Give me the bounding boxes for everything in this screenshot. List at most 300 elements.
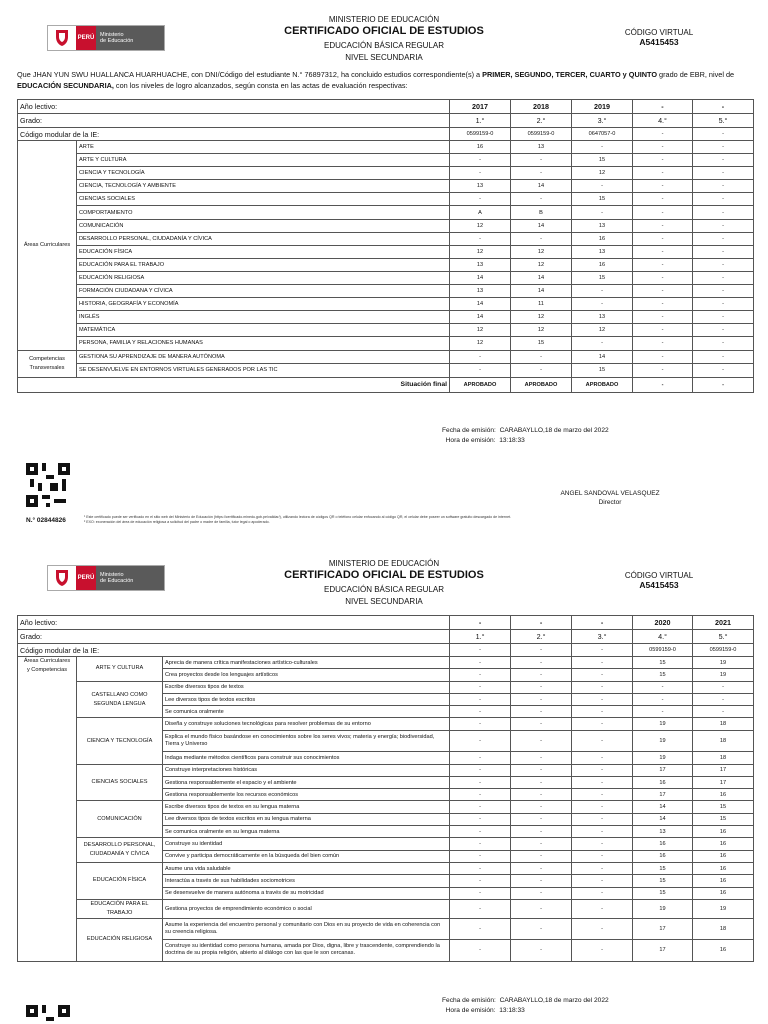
coat-of-arms-icon xyxy=(48,566,76,590)
grade-value: 16 xyxy=(450,141,511,154)
grade-value: - xyxy=(450,887,511,899)
grade-value: 17 xyxy=(633,764,693,776)
logo-country: PERÚ xyxy=(76,566,96,590)
grade-value: 16 xyxy=(693,875,754,887)
grade-value: 16 xyxy=(572,258,633,271)
situation-value: APROBADO xyxy=(572,377,633,392)
grade-value: - xyxy=(572,180,633,193)
header-row-grade xyxy=(18,114,754,128)
grade-value: - xyxy=(450,918,511,940)
situation-label: Situación final xyxy=(18,377,450,392)
competency-row xyxy=(18,862,754,874)
subject-row xyxy=(18,245,754,258)
competency-row xyxy=(18,764,754,776)
grade-value: - xyxy=(511,669,572,681)
grade-value: - xyxy=(450,776,511,788)
grade-value: - xyxy=(693,206,754,219)
grade-value: 1.° xyxy=(450,630,511,644)
competency-text: Crea proyectos desde los lenguajes artísticos xyxy=(163,669,450,681)
grade-value: - xyxy=(450,154,511,167)
grade-value: 15 xyxy=(693,813,754,825)
grade-value: - xyxy=(511,752,572,764)
grade-value: - xyxy=(633,245,693,258)
grade-value: - xyxy=(633,193,693,206)
grade-value: 14 xyxy=(511,180,572,193)
grade-value: - xyxy=(511,899,572,918)
year-value: - xyxy=(450,616,511,630)
grade-value: 12 xyxy=(572,324,633,337)
grade-value: - xyxy=(511,706,572,718)
grade-value: 15 xyxy=(572,271,633,284)
grade-value: - xyxy=(450,789,511,801)
grade-value: - xyxy=(450,899,511,918)
subtitle-ebr: EDUCACIÓN BÁSICA REGULAR xyxy=(323,40,445,50)
area-name: EDUCACIÓN RELIGIOSA xyxy=(77,918,163,961)
subject-name: FORMACIÓN CIUDADANA Y CÍVICA xyxy=(77,285,450,298)
grade-value: - xyxy=(633,141,693,154)
grade-value: - xyxy=(693,285,754,298)
code-label: Código modular de la IE: xyxy=(18,128,450,141)
grade-value: - xyxy=(633,154,693,167)
grade-value: - xyxy=(511,887,572,899)
director-name: ANGEL SANDOVAL VELASQUEZ xyxy=(560,490,660,497)
area-name: DESARROLLO PERSONAL, CIUDADANÍA Y CÍVICA xyxy=(77,838,163,863)
grade-value: 16 xyxy=(693,850,754,862)
grade-value: 2.° xyxy=(511,630,572,644)
grade-value: - xyxy=(693,706,754,718)
year-value: 2020 xyxy=(633,616,693,630)
minedu-logo xyxy=(47,25,165,51)
grade-value: 19 xyxy=(693,657,754,669)
grade-value: - xyxy=(572,776,633,788)
grade-value: - xyxy=(693,141,754,154)
grade-value: - xyxy=(572,141,633,154)
director-signature xyxy=(540,489,680,507)
grade-value: - xyxy=(693,271,754,284)
grade-value: - xyxy=(572,764,633,776)
grade-value: - xyxy=(633,206,693,219)
grade-value: - xyxy=(511,193,572,206)
grade-value: - xyxy=(511,776,572,788)
grade-value: - xyxy=(450,764,511,776)
subject-name: COMPORTAMIENTO xyxy=(77,206,450,219)
issue-info-2: Fecha de emisión: CARABAYLLO,18 de marzo del 2022 Hora de emisión: 13:18:33 xyxy=(442,997,609,1014)
virtual-code-label: CÓDIGO VIRTUAL xyxy=(624,571,694,580)
grade-value: 14 xyxy=(450,311,511,324)
grade-value: 19 xyxy=(693,669,754,681)
grade-value: - xyxy=(633,298,693,311)
grade-value: - xyxy=(450,801,511,813)
subtitle-level: NIVEL SECUNDARIA xyxy=(345,52,423,62)
header-row-grade xyxy=(18,630,754,644)
competency-text: Construye interpretaciones históricas xyxy=(163,764,450,776)
grade-value: 15 xyxy=(633,875,693,887)
code-value: 0599159-0 xyxy=(450,128,511,141)
grade-value: - xyxy=(450,232,511,245)
virtual-code-value: A5415453 xyxy=(639,37,679,47)
grade-value: - xyxy=(572,718,633,730)
competency-text: Diseña y construye soluciones tecnológicas para resolver problemas de su entorno xyxy=(163,718,450,730)
competency-name: SE DESENVUELVE EN ENTORNOS VIRTUALES GENERADOS POR LAS TIC xyxy=(77,364,450,378)
grade-value: - xyxy=(633,324,693,337)
competency-row xyxy=(18,838,754,850)
grade-value: 18 xyxy=(693,718,754,730)
grade-value: - xyxy=(572,206,633,219)
grade-value: 16 xyxy=(693,826,754,838)
grade-value: 5.° xyxy=(693,114,754,128)
grade-value: - xyxy=(633,681,693,693)
virtual-code-label: CÓDIGO VIRTUAL xyxy=(624,28,694,37)
grade-value: 13 xyxy=(450,258,511,271)
grade-value: 16 xyxy=(693,838,754,850)
subject-name: CIENCIA Y TECNOLOGÍA xyxy=(77,167,450,180)
competency-text: Se desenvuelve de manera autónoma a través de su motricidad xyxy=(163,887,450,899)
competency-text: Gestiona proyectos de emprendimiento económico o social xyxy=(163,899,450,918)
grade-value: 15 xyxy=(693,801,754,813)
grade-value: - xyxy=(693,364,754,378)
grade-value: - xyxy=(511,657,572,669)
code-value: 0647057-0 xyxy=(572,128,633,141)
grade-value: - xyxy=(572,899,633,918)
certificate-title: CERTIFICADO OFICIAL DE ESTUDIOS xyxy=(284,569,484,581)
grade-value: - xyxy=(633,337,693,350)
virtual-code-box xyxy=(604,28,714,47)
final-situation-row xyxy=(18,377,754,392)
grade-value: - xyxy=(450,862,511,874)
grade-value: - xyxy=(511,862,572,874)
competency-row xyxy=(18,681,754,693)
year-value: 2019 xyxy=(572,100,633,114)
grade-value: 15 xyxy=(511,337,572,350)
competency-text: Escribe diversos tipos de textos xyxy=(163,681,450,693)
subject-name: ARTE Y CULTURA xyxy=(77,154,450,167)
situation-value: - xyxy=(633,377,693,392)
grade-value: 16 xyxy=(693,887,754,899)
competency-text: Se comunica oralmente en su lengua materna xyxy=(163,826,450,838)
footnote-1: ¹ Este certificado puede ser verificado en el sitio web del Ministerio de Educación (https://certificado.minedu.gob.pe/validar/), utilizando lectora de códigos QR o teléfono celular enfocando al código QR, el celular debe poseer un software gratuito descargado de internet. xyxy=(84,515,512,519)
grade-value: 15 xyxy=(633,887,693,899)
subject-name: ARTE xyxy=(77,141,450,154)
grade-value: - xyxy=(511,167,572,180)
grade-value: - xyxy=(693,324,754,337)
grade-value: 19 xyxy=(633,899,693,918)
grade-value: - xyxy=(450,669,511,681)
grade-value: - xyxy=(693,311,754,324)
certificate-title: CERTIFICADO OFICIAL DE ESTUDIOS xyxy=(284,25,484,37)
competency-text: Asume una vida saludable xyxy=(163,862,450,874)
subject-name: INGLÉS xyxy=(77,311,450,324)
grade-value: - xyxy=(633,232,693,245)
year-value: - xyxy=(693,100,754,114)
page1-header xyxy=(234,15,534,63)
grade-value: - xyxy=(450,193,511,206)
grade-value: 16 xyxy=(693,789,754,801)
grade-value: - xyxy=(572,298,633,311)
grade-value: - xyxy=(450,350,511,364)
logo-country: PERÚ xyxy=(76,26,96,50)
grade-value: 14 xyxy=(511,285,572,298)
grade-value: 16 xyxy=(693,940,754,962)
grade-value: - xyxy=(633,311,693,324)
subject-name: CIENCIA, TECNOLOGÍA Y AMBIENTE xyxy=(77,180,450,193)
grade-value: - xyxy=(572,693,633,705)
subject-name: CIENCIAS SOCIALES xyxy=(77,193,450,206)
code-value: - xyxy=(693,128,754,141)
subject-name: MATEMÁTICA xyxy=(77,324,450,337)
competency-text: Lee diversos tipos de textos escritos en su lengua materna xyxy=(163,813,450,825)
area-name: COMUNICACIÓN xyxy=(77,801,163,838)
ministry-label: MINISTERIO DE EDUCACIÓN xyxy=(328,15,440,24)
grade-value: - xyxy=(450,364,511,378)
header-row-code xyxy=(18,644,754,657)
subject-name: HISTORIA, GEOGRAFÍA Y ECONOMÍA xyxy=(77,298,450,311)
grade-value: - xyxy=(450,875,511,887)
grade-value: - xyxy=(693,258,754,271)
subject-row xyxy=(18,167,754,180)
grade-value: 12 xyxy=(450,324,511,337)
competency-row xyxy=(18,899,754,918)
year-label: Año lectivo: xyxy=(18,616,450,630)
grade-value: - xyxy=(572,681,633,693)
grade-value: 12 xyxy=(511,324,572,337)
grade-value: - xyxy=(572,887,633,899)
subject-row xyxy=(18,206,754,219)
grade-value: 13 xyxy=(450,180,511,193)
grade-value: 16 xyxy=(633,838,693,850)
grade-value: - xyxy=(450,850,511,862)
subject-name: PERSONA, FAMILIA Y RELACIONES HUMANAS xyxy=(77,337,450,350)
grade-value: - xyxy=(511,718,572,730)
grade-value: 12 xyxy=(450,245,511,258)
grade-value: - xyxy=(511,918,572,940)
grade-value: 16 xyxy=(572,232,633,245)
code-value: 0599159-0 xyxy=(693,644,754,657)
grade-value: - xyxy=(450,940,511,962)
ministry-label: MINISTERIO DE EDUCACIÓN xyxy=(328,559,440,568)
year-value: - xyxy=(511,616,572,630)
grade-value: - xyxy=(693,681,754,693)
competency-row xyxy=(18,657,754,669)
subject-row xyxy=(18,285,754,298)
grade-value: - xyxy=(693,193,754,206)
grade-value: 18 xyxy=(693,730,754,752)
page2-header xyxy=(234,559,534,607)
header-row-code xyxy=(18,128,754,141)
grade-value: 4.° xyxy=(633,114,693,128)
grade-value: - xyxy=(693,219,754,232)
grade-value: - xyxy=(572,826,633,838)
grade-value: - xyxy=(511,801,572,813)
grade-value: 1.° xyxy=(450,114,511,128)
grade-value: 13 xyxy=(572,245,633,258)
grades-table-1 xyxy=(17,99,754,393)
grade-value: - xyxy=(693,154,754,167)
grade-value: 19 xyxy=(633,718,693,730)
grade-value: 14 xyxy=(572,350,633,364)
subject-row xyxy=(18,258,754,271)
subject-row xyxy=(18,324,754,337)
grade-value: 18 xyxy=(693,752,754,764)
grade-value: - xyxy=(450,706,511,718)
grade-value: - xyxy=(511,875,572,887)
grade-value: - xyxy=(693,693,754,705)
competency-text: Se comunica oralmente xyxy=(163,706,450,718)
grade-value: 17 xyxy=(633,789,693,801)
grade-value: 13 xyxy=(572,311,633,324)
grade-value: 15 xyxy=(633,657,693,669)
subject-row xyxy=(18,141,754,154)
grade-value: B xyxy=(511,206,572,219)
grade-value: - xyxy=(511,838,572,850)
logo-ministry: Ministerio de Educación xyxy=(96,566,164,590)
grades-table-2 xyxy=(17,615,754,962)
subject-row xyxy=(18,193,754,206)
area-name: EDUCACIÓN PARA EL TRABAJO xyxy=(77,899,163,918)
subject-row xyxy=(18,154,754,167)
grade-value: - xyxy=(511,789,572,801)
grade-value: 19 xyxy=(633,752,693,764)
grade-value: 19 xyxy=(633,730,693,752)
year-value: - xyxy=(572,616,633,630)
grade-value: 13 xyxy=(450,285,511,298)
competency-text: Gestiona responsablemente el espacio y el ambiente xyxy=(163,776,450,788)
grade-value: 2.° xyxy=(511,114,572,128)
grade-value: - xyxy=(511,940,572,962)
competency-text: Escribe diversos tipos de textos en su lengua materna xyxy=(163,801,450,813)
grade-value: - xyxy=(633,271,693,284)
grade-value: - xyxy=(511,364,572,378)
area-name: CIENCIA Y TECNOLOGÍA xyxy=(77,718,163,764)
competency-text: Interactúa a través de sus habilidades sociomotrices xyxy=(163,875,450,887)
grade-value: - xyxy=(511,154,572,167)
grade-value: - xyxy=(511,764,572,776)
certificate-serial: N.° 02844826 xyxy=(26,517,66,524)
grade-value: - xyxy=(572,752,633,764)
grade-value: 14 xyxy=(633,813,693,825)
subtitle-level: NIVEL SECUNDARIA xyxy=(345,596,423,606)
grade-value: 16 xyxy=(633,776,693,788)
competency-text: Gestiona responsablemente los recursos económicos xyxy=(163,789,450,801)
subtitle-ebr: EDUCACIÓN BÁSICA REGULAR xyxy=(323,584,445,594)
qr-code-2 xyxy=(26,1005,70,1024)
grade-value: - xyxy=(572,918,633,940)
grade-value: - xyxy=(633,285,693,298)
competency-text: Explica el mundo físico basándose en conocimientos sobre los seres vivos; materia y energía; biodiversidad, Tierra y Universo xyxy=(163,730,450,752)
grade-value: - xyxy=(511,826,572,838)
year-value: 2021 xyxy=(693,616,754,630)
grade-value: - xyxy=(450,838,511,850)
grade-value: - xyxy=(450,657,511,669)
grade-value: 12 xyxy=(511,245,572,258)
competency-name: GESTIONA SU APRENDIZAJE DE MANERA AUTÓNOMA xyxy=(77,350,450,364)
subject-row xyxy=(18,271,754,284)
year-value: 2017 xyxy=(450,100,511,114)
grade-value: - xyxy=(633,258,693,271)
grade-value: 12 xyxy=(450,219,511,232)
competency-text: Aprecia de manera crítica manifestaciones artístico-culturales xyxy=(163,657,450,669)
grade-value: 13 xyxy=(572,219,633,232)
grade-value: - xyxy=(633,350,693,364)
grade-value: - xyxy=(511,232,572,245)
virtual-code-box-2 xyxy=(604,571,714,590)
subject-name: EDUCACIÓN PARA EL TRABAJO xyxy=(77,258,450,271)
competency-row xyxy=(18,801,754,813)
minedu-logo-2 xyxy=(47,565,165,591)
grade-value: - xyxy=(511,681,572,693)
subject-name: DESARROLLO PERSONAL, CIUDADANÍA Y CÍVICA xyxy=(77,232,450,245)
code-value: 0599159-0 xyxy=(633,644,693,657)
grade-value: - xyxy=(450,693,511,705)
grade-value: - xyxy=(693,350,754,364)
director-title: Director xyxy=(598,499,622,507)
grade-value: - xyxy=(572,730,633,752)
subject-row xyxy=(18,232,754,245)
grade-value: 14 xyxy=(450,271,511,284)
header-row-year xyxy=(18,616,754,630)
competency-text: Construye su identidad xyxy=(163,838,450,850)
grade-value: 19 xyxy=(693,899,754,918)
competency-text: Lee diversos tipos de textos escritos xyxy=(163,693,450,705)
grade-value: 15 xyxy=(633,669,693,681)
situation-value: - xyxy=(693,377,754,392)
grade-value: 14 xyxy=(511,219,572,232)
competency-text: Indaga mediante métodos científicos para construir sus conocimientos xyxy=(163,752,450,764)
grade-label: Grado: xyxy=(18,114,450,128)
grade-value: - xyxy=(572,706,633,718)
year-value: - xyxy=(633,100,693,114)
grade-value: - xyxy=(572,657,633,669)
grade-value: - xyxy=(572,940,633,962)
grade-value: - xyxy=(450,718,511,730)
grade-value: 14 xyxy=(450,298,511,311)
grade-value: A xyxy=(450,206,511,219)
grade-value: - xyxy=(693,180,754,193)
grade-value: - xyxy=(572,838,633,850)
grade-value: - xyxy=(572,669,633,681)
grade-value: 15 xyxy=(572,193,633,206)
footnote-2: ² EXO: exoneración del área de educación religiosa a solicitud del padre o madre de familia, tutor legal o apoderado. xyxy=(84,520,270,524)
area-group-label: Áreas Curriculares xyxy=(18,141,77,351)
grade-value: 18 xyxy=(693,918,754,940)
grade-value: - xyxy=(450,730,511,752)
grade-value: - xyxy=(450,167,511,180)
code-value: - xyxy=(572,644,633,657)
year-label: Año lectivo: xyxy=(18,100,450,114)
grade-value: - xyxy=(633,180,693,193)
qr-code-1 xyxy=(26,463,70,507)
code-label: Código modular de la IE: xyxy=(18,644,450,657)
area-group-label: Áreas Curriculares y Competencias xyxy=(18,657,77,962)
grade-value: 14 xyxy=(511,271,572,284)
grade-value: 15 xyxy=(572,364,633,378)
area-name: EDUCACIÓN FÍSICA xyxy=(77,862,163,899)
header-row-year xyxy=(18,100,754,114)
grade-value: - xyxy=(511,350,572,364)
grade-value: 13 xyxy=(511,141,572,154)
grade-value: - xyxy=(633,364,693,378)
subject-row xyxy=(18,298,754,311)
grade-value: 3.° xyxy=(572,630,633,644)
virtual-code-value: A5415453 xyxy=(639,580,679,590)
grade-value: - xyxy=(450,826,511,838)
situation-value: APROBADO xyxy=(450,377,511,392)
area-name: CASTELLANO COMO SEGUNDA LENGUA xyxy=(77,681,163,718)
code-value: - xyxy=(633,128,693,141)
grade-value: 17 xyxy=(693,776,754,788)
grade-value: - xyxy=(693,298,754,311)
grade-value: - xyxy=(633,693,693,705)
year-value: 2018 xyxy=(511,100,572,114)
